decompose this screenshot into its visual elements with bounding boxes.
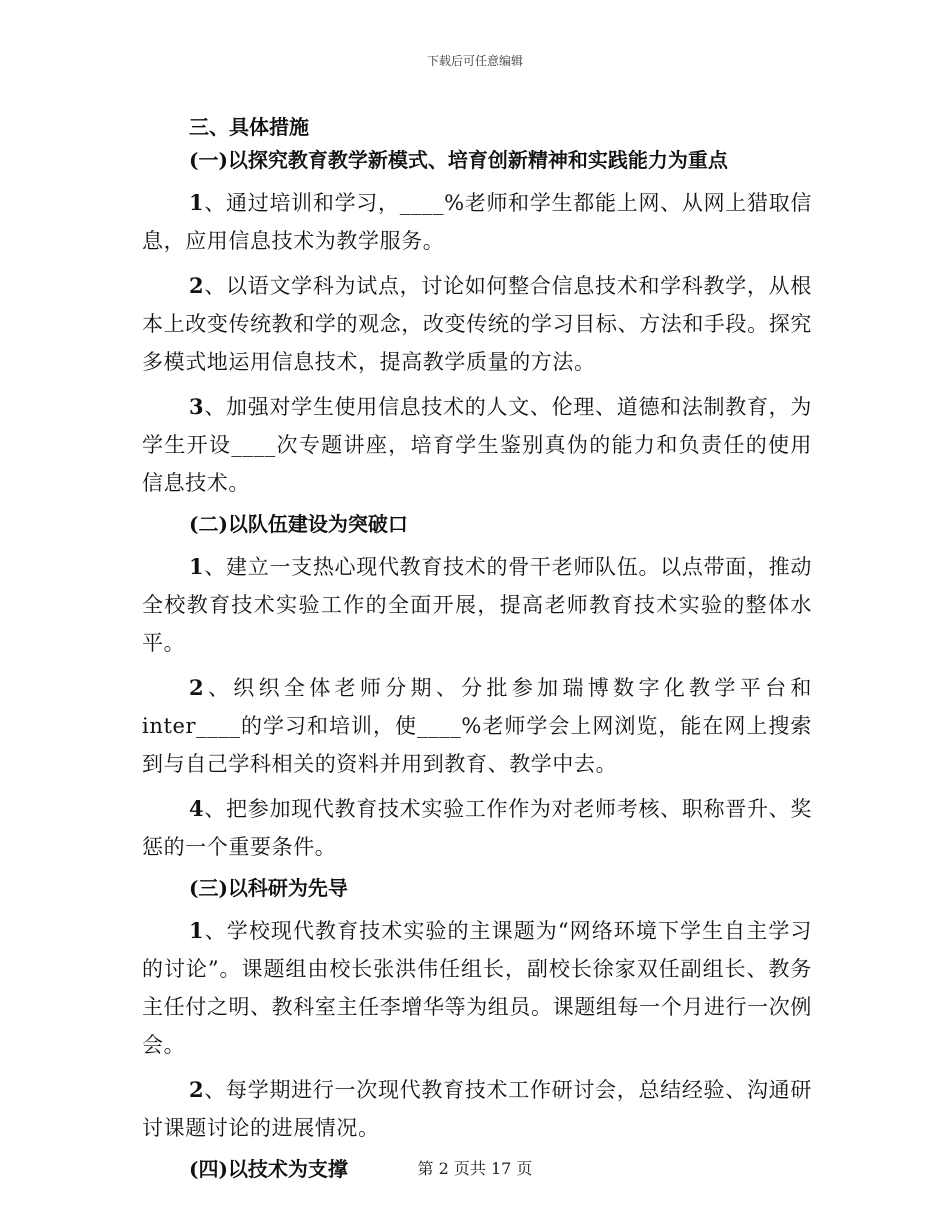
page-header: 下载后可任意编辑 [426,54,523,68]
subsection-title-4: (四)以技术为支撑 [189,1157,348,1181]
section-title: 三、具体措施 [189,115,309,139]
item-number: 3 [189,394,205,419]
paragraph [142,790,812,866]
item-number: 4 [189,796,205,821]
page-footer: 第 2 页共 17 页 [417,1159,533,1178]
item-number: 1 [189,918,205,943]
item-text: 、以语文学科为试点，讨论如何整合信息技术和学科教学，从根本上改变传统教和学的观念，改变传统的学习目标、方法和手段。探究多模式地运用信息技术，提高教学质量的方法。 [142,274,812,374]
item-text: 、织织全体老师分期、分批参加瑞博数字化教学平台和inter____的学习和培训，使____%老师学会上网浏览，能在网上搜索到与自己学科相关的资料并用到教育、教学中去。 [142,676,812,776]
paragraph [142,669,812,783]
paragraph [142,1071,812,1147]
paragraph [142,388,812,502]
item-text: 、建立一支热心现代教育技术的骨干老师队伍。以点带面，推动全校教育技术实验工作的全面开展，提高老师教育技术实验的整体水平。 [142,555,812,655]
item-number: 2 [189,273,205,298]
paragraph [142,548,812,662]
paragraph [142,267,812,381]
paragraph [142,184,812,260]
subsection-title-1: (一)以探究教育教学新模式、培育创新精神和实践能力为重点 [189,148,728,172]
item-text: 、通过培训和学习，____%老师和学生都能上网、从网上猎取信息，应用信息技术为教学服务。 [142,191,812,253]
document-body [142,112,812,1193]
item-number: 2 [189,675,205,700]
item-number: 1 [189,190,205,215]
subsection-title-2: (二)以队伍建设为突破口 [189,512,408,536]
item-text: 、把参加现代教育技术实验工作作为对老师考核、职称晋升、奖惩的一个重要条件。 [142,797,812,859]
subsection-title-3: (三)以科研为先导 [189,876,348,900]
item-number: 2 [189,1077,205,1102]
item-text: 、学校现代教育技术实验的主课题为“网络环境下学生自主学习的讨论”。课题组由校长张洪伟任组长，副校长徐家双任副组长、教务主任付之明、教科室主任李增华等为组员。课题组每一个月进行一次例会。 [142,919,812,1057]
item-number: 1 [189,554,205,579]
item-text: 、每学期进行一次现代教育技术工作研讨会，总结经验、沟通研讨课题讨论的进展情况。 [142,1078,812,1140]
paragraph [142,912,812,1064]
item-text: 、加强对学生使用信息技术的人文、伦理、道德和法制教育，为学生开设____次专题讲座，培育学生鉴别真伪的能力和负责任的使用信息技术。 [142,395,812,495]
